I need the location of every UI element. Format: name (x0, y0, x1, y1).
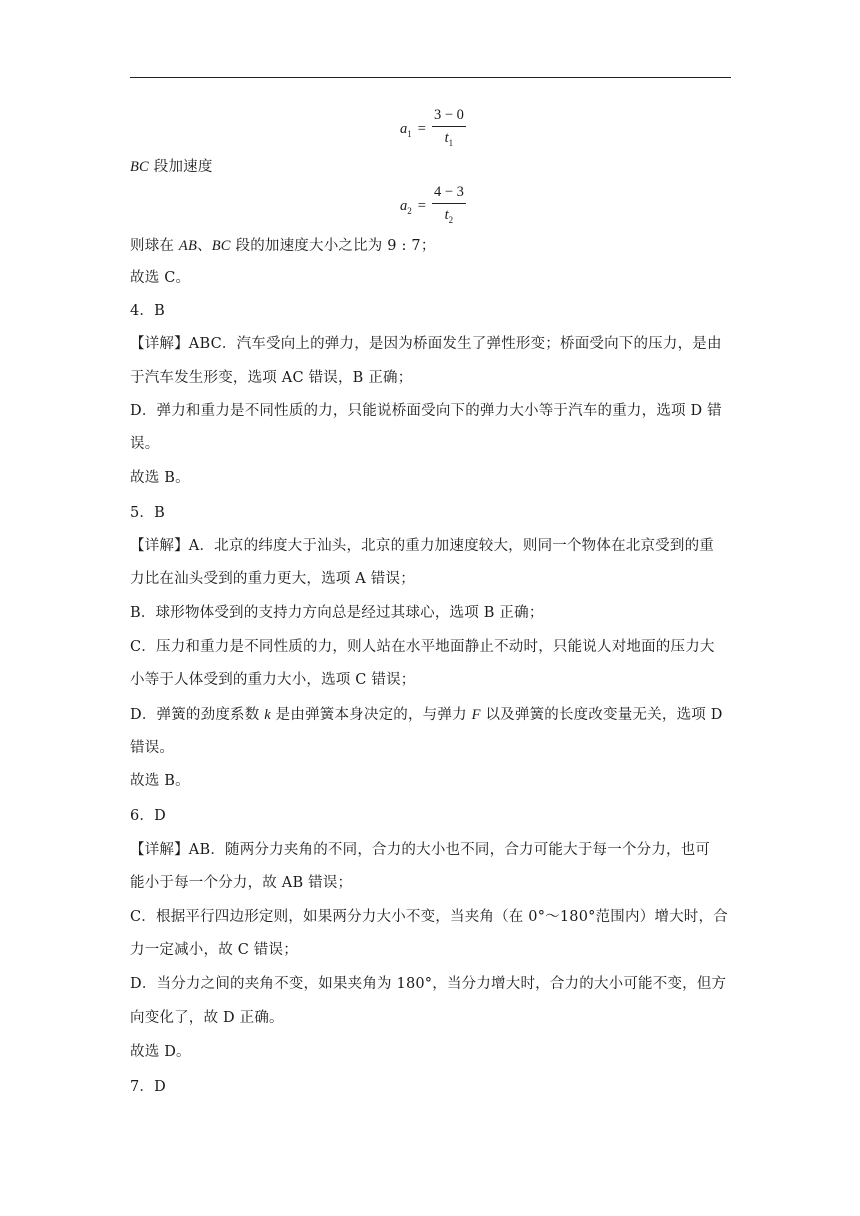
explanation-line: 【详解】ABC．汽车受向上的弹力，是因为桥面发生了弹性形变；桥面受向下的压力，是由 (130, 336, 722, 352)
equation-a1: $a_1$ = $\frac{3 - 0}{t_1}$ (400, 107, 466, 152)
explanation-line: 于汽车发生形变，选项 AC 错误，B 正确； (130, 370, 413, 386)
explanation-line: B．球形物体受到的支持力方向总是经过其球心，选项 B 正确； (130, 605, 544, 621)
explanation-line: 误。 (130, 436, 160, 452)
question-number: 6．D (130, 808, 166, 824)
question-number: 5．B (130, 505, 165, 521)
ratio-line: 则球在 AB、BC 段的加速度大小之比为 9 : 7； (130, 238, 436, 254)
answer-line: 故选 D。 (130, 1044, 191, 1060)
fraction: $\frac{3 - 0}{t_1}$ (433, 107, 464, 148)
explanation-line: 小等于人体受到的重力大小，选项 C 错误； (130, 672, 416, 688)
explanation-line: 向变化了，故 D 正确。 (130, 1010, 284, 1026)
equation-a2: $a_2$ = $\frac{4 - 3}{t_2}$ (400, 184, 466, 229)
explanation-line: 【详解】A．北京的纬度大于汕头，北京的重力加速度较大，则同一个物体在北京受到的重 (130, 538, 714, 554)
explanation-line: 错误。 (130, 740, 175, 756)
explanation-line: 【详解】AB．随两分力夹角的不同，合力的大小也不同，合力可能大于每一个分力，也可 (130, 842, 711, 858)
explanation-line: D．弹簧的劲度系数 k 是由弹簧本身决定的，与弹力 F 以及弹簧的长度改变量无关，选项 D (130, 707, 723, 723)
bc-accel-label: BC 段加速度 (130, 159, 213, 175)
header-rule (130, 77, 731, 78)
question-number: 7．D (130, 1079, 166, 1095)
explanation-line: 力一定减小，故 C 错误； (130, 942, 298, 958)
answer-line: 故选 C。 (130, 270, 191, 286)
explanation-line: 能小于每一个分力，故 AB 错误； (130, 875, 353, 891)
explanation-line: D．当分力之间的夹角不变，如果夹角为 180°，当分力增大时，合力的大小可能不变，但方 (130, 976, 727, 992)
explanation-line: D．弹力和重力是不同性质的力，只能说桥面受向下的弹力大小等于汽车的重力，选项 D 错 (130, 403, 722, 419)
fraction: $\frac{4 - 3}{t_2}$ (433, 184, 464, 225)
question-number: 4．B (130, 303, 165, 319)
explanation-line: C．根据平行四边形定则，如果两分力大小不变，当夹角（在 0°～180°范围内）增大时，合 (130, 909, 728, 925)
answer-line: 故选 B。 (130, 470, 190, 486)
explanation-line: C．压力和重力是不同性质的力，则人站在水平地面静止不动时，只能说人对地面的压力大 (130, 639, 715, 655)
explanation-line: 力比在汕头受到的重力更大，选项 A 错误； (130, 571, 415, 587)
answer-line: 故选 B。 (130, 773, 190, 789)
